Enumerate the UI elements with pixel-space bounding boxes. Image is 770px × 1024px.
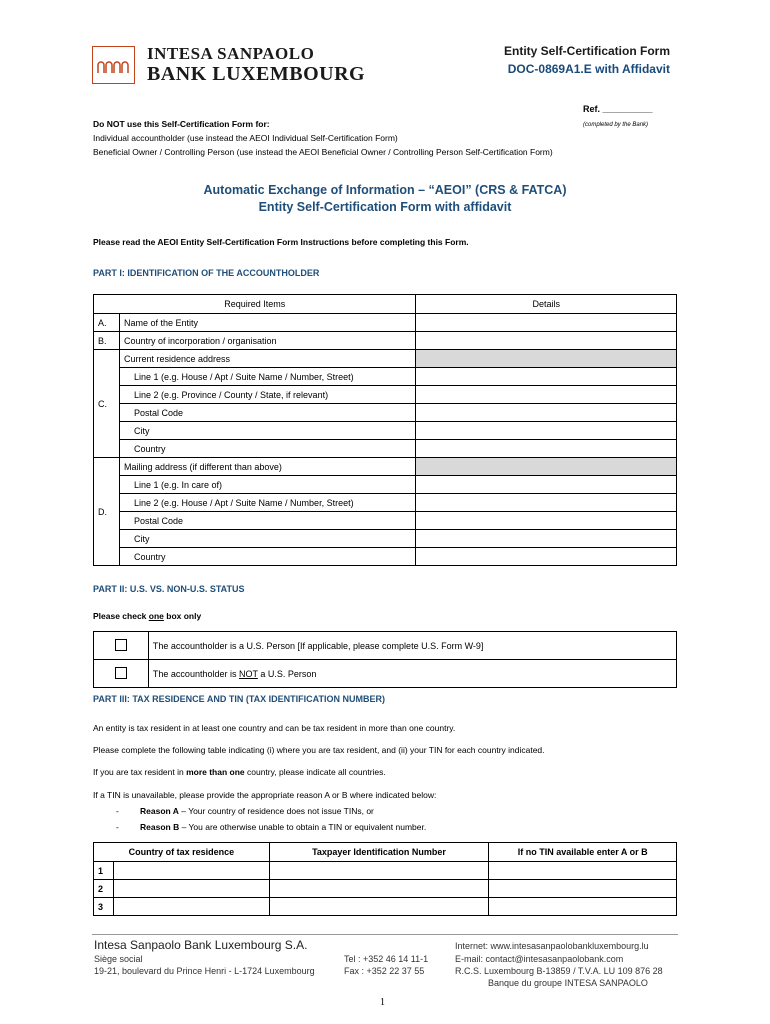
form-doc-number: DOC-0869A1.E with Affidavit: [507, 62, 670, 76]
row-letter: A.: [94, 314, 120, 332]
logo-name-line1: INTESA SANPAOLO: [147, 44, 315, 63]
notice-line1: Individual accountholder (use instead the AEOI Individual Self-Certification Form): [93, 133, 398, 143]
row-label: Postal Code: [119, 512, 415, 530]
footer-divider: [92, 934, 678, 935]
tax-residence-table: [93, 842, 677, 916]
country-field-1[interactable]: [113, 862, 269, 880]
row-label: Line 1 (e.g. House / Apt / Suite Name / Number, Street): [119, 368, 415, 386]
country-field-2[interactable]: [113, 880, 269, 898]
instructions: Please read the AEOI Entity Self-Certification Form Instructions before completing this Form.: [93, 237, 469, 247]
residence-line2-field[interactable]: [416, 386, 677, 404]
reason-a-dash: -: [116, 806, 119, 816]
footer-tel: Tel : +352 46 14 11-1: [344, 954, 429, 964]
part3-p4: If a TIN is unavailable, please provide the appropriate reason A or B where indicated below:: [93, 790, 437, 800]
row-label: Postal Code: [119, 404, 415, 422]
main-title-line2: Entity Self-Certification Form with affidavit: [258, 200, 512, 214]
col-required-items: Required Items: [94, 295, 416, 314]
part3-p2: Please complete the following table indicating (i) where you are tax resident, and (ii) your TIN for each country indicated.: [93, 745, 545, 755]
p3-bold: more than one: [186, 767, 245, 777]
shaded-cell: [416, 458, 677, 476]
row-label: Line 2 (e.g. House / Apt / Suite Name / Number, Street): [119, 494, 415, 512]
residence-city-field[interactable]: [416, 422, 677, 440]
opt2-post: a U.S. Person: [257, 668, 317, 679]
mailing-line2-field[interactable]: [416, 494, 677, 512]
non-us-person-checkbox-cell[interactable]: [94, 660, 149, 688]
ref-field[interactable]: Ref. __________: [583, 104, 653, 114]
tin-field-2[interactable]: [269, 880, 489, 898]
footer-group: Banque du groupe INTESA SANPAOLO: [488, 978, 648, 988]
p3-post: country, please indicate all countries.: [244, 767, 386, 777]
entity-name-field[interactable]: [416, 314, 677, 332]
notice-heading: Do NOT use this Self-Certification Form for:: [93, 119, 270, 129]
page-number: 1: [380, 997, 385, 1008]
us-person-checkbox[interactable]: [115, 639, 127, 651]
reason-b-label: Reason B: [140, 822, 180, 832]
form-title: Entity Self-Certification Form: [503, 44, 670, 58]
country-incorporation-field[interactable]: [416, 332, 677, 350]
bank-logo-mark: [92, 46, 135, 84]
col-country: Country of tax residence: [94, 843, 270, 862]
non-us-person-label: [148, 660, 676, 688]
reason-b: [140, 822, 426, 832]
reason-field-1[interactable]: [489, 862, 677, 880]
residence-country-field[interactable]: [416, 440, 677, 458]
residence-postal-field[interactable]: [416, 404, 677, 422]
reason-b-text: – You are otherwise unable to obtain a TIN or equivalent number.: [179, 822, 427, 832]
identification-table: [93, 294, 677, 566]
row-label: Country: [119, 440, 415, 458]
row-label: Country: [119, 548, 415, 566]
notice-line2: Beneficial Owner / Controlling Person (use instead the AEOI Beneficial Owner / Controlling Person Self-Certification Form): [93, 147, 553, 157]
instr-post: box only: [163, 611, 202, 621]
row-number: 1: [94, 862, 114, 880]
country-field-3[interactable]: [113, 898, 269, 916]
p3-pre: If you are tax resident in: [93, 767, 187, 777]
mailing-postal-field[interactable]: [416, 512, 677, 530]
tin-field-3[interactable]: [269, 898, 489, 916]
footer-internet[interactable]: Internet: www.intesasanpaolobankluxembourg.lu: [455, 941, 649, 951]
row-letter: C.: [94, 350, 120, 458]
shaded-cell: [416, 350, 677, 368]
row-label: Line 2 (e.g. Province / County / State, if relevant): [119, 386, 415, 404]
mailing-city-field[interactable]: [416, 530, 677, 548]
footer-rcs: R.C.S. Luxembourg B-13859 / T.V.A. LU 109 876 28: [455, 966, 663, 976]
row-number: 2: [94, 880, 114, 898]
mailing-line1-field[interactable]: [416, 476, 677, 494]
opt2-pre: The accountholder is: [152, 668, 239, 679]
reason-b-dash: -: [116, 822, 119, 832]
col-tin: Taxpayer Identification Number: [269, 843, 489, 862]
footer-email[interactable]: E-mail: contact@intesasanpaolobank.com: [455, 954, 624, 964]
reason-a-text: – Your country of residence does not issue TINs, or: [178, 806, 374, 816]
us-person-checkbox-cell[interactable]: [94, 632, 149, 660]
row-label: Mailing address (if different than above): [119, 458, 415, 476]
row-label: Line 1 (e.g. In care of): [119, 476, 415, 494]
instr-one: one: [148, 611, 164, 621]
ref-note: (completed by the Bank): [583, 122, 649, 128]
row-label: Name of the Entity: [119, 314, 415, 332]
us-person-label: The accountholder is a U.S. Person [If applicable, please complete U.S. Form W-9]: [148, 632, 676, 660]
footer-fax: Fax : +352 22 37 55: [344, 966, 425, 976]
opt2-not: NOT: [238, 668, 258, 679]
reason-a-label: Reason A: [140, 806, 179, 816]
part2-instruction: [93, 611, 201, 621]
main-title-line1: Automatic Exchange of Information – “AEOI” (CRS & FATCA): [203, 183, 567, 197]
col-no-tin: If no TIN available enter A or B: [489, 843, 677, 862]
footer-seat: Siège social: [94, 954, 143, 964]
residence-line1-field[interactable]: [416, 368, 677, 386]
tin-field-1[interactable]: [269, 862, 489, 880]
row-label: City: [119, 422, 415, 440]
part3-p1: An entity is tax resident in at least one country and can be tax resident in more than one country.: [93, 723, 456, 733]
mailing-country-field[interactable]: [416, 548, 677, 566]
row-label: City: [119, 530, 415, 548]
arches-icon: [93, 47, 133, 82]
footer-company: Intesa Sanpaolo Bank Luxembourg S.A.: [94, 938, 308, 952]
instr-pre: Please check: [93, 611, 149, 621]
reason-field-2[interactable]: [489, 880, 677, 898]
row-label: Current residence address: [119, 350, 415, 368]
part1-heading: PART I: IDENTIFICATION OF THE ACCOUNTHOLDER: [93, 268, 320, 278]
reason-field-3[interactable]: [489, 898, 677, 916]
col-details: Details: [416, 295, 677, 314]
row-label: Country of incorporation / organisation: [119, 332, 415, 350]
reason-a: [140, 806, 374, 816]
part3-p3: [93, 767, 386, 777]
row-letter: D.: [94, 458, 120, 566]
part2-heading: PART II: U.S. VS. NON-U.S. STATUS: [93, 584, 245, 594]
row-number: 3: [94, 898, 114, 916]
part3-heading: PART III: TAX RESIDENCE AND TIN (TAX IDENTIFICATION NUMBER): [93, 694, 385, 704]
row-letter: B.: [94, 332, 120, 350]
logo-name-line2: BANK LUXEMBOURG: [147, 63, 366, 85]
status-table: [93, 631, 677, 688]
non-us-person-checkbox[interactable]: [115, 667, 127, 679]
footer-address: 19-21, boulevard du Prince Henri - L-1724 Luxembourg: [94, 966, 315, 976]
